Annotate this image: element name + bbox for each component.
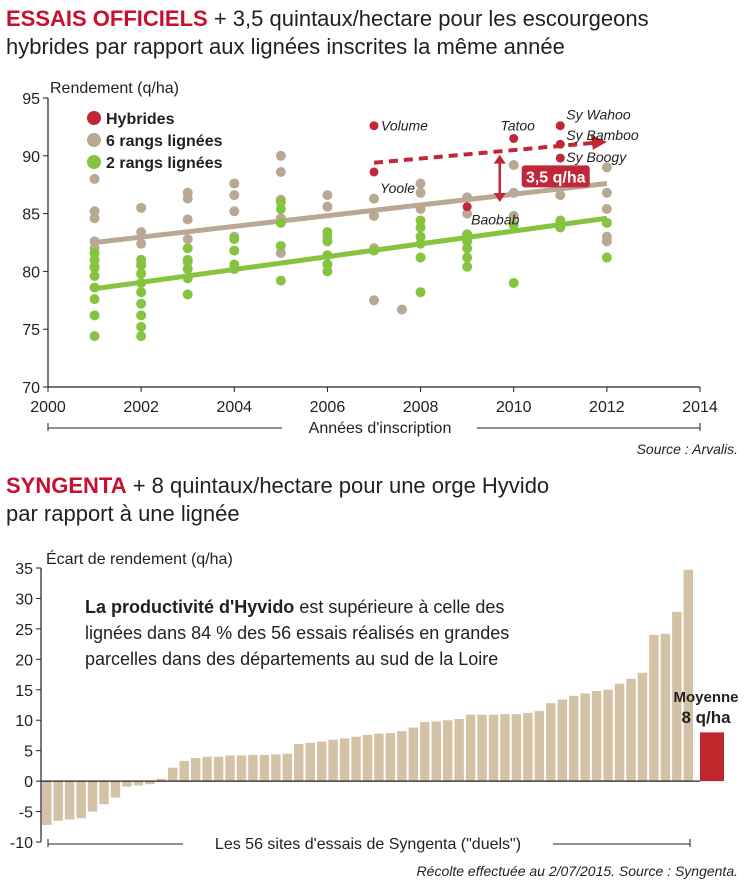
bar [76,781,85,818]
chart2-y-tick-label: 25 [15,621,33,639]
bar [271,754,280,781]
chart1-source: Source : Arvalis. [636,441,738,457]
chart1-x-tick-label: 2014 [682,399,718,416]
chart1-y-tick-label: 90 [22,148,40,166]
chart2-title-brand: SYNGENTA [6,473,127,498]
bar [661,634,670,781]
chart2-y-tick-label: 30 [15,591,33,609]
chart1-x-tick-label: 2006 [309,399,346,416]
chart2-y-tick-label: -5 [18,804,33,822]
hybrid-label: Baobab [471,211,520,228]
bar [466,715,475,781]
bar [386,733,395,781]
bar [53,781,62,821]
chart1-x-tick-label: 2008 [402,399,439,416]
bar [684,570,693,781]
bar [615,684,624,781]
bar [328,740,337,781]
bar [202,757,211,781]
bar [122,781,131,786]
bar [374,734,383,781]
hybrid-label: Yoole [380,179,416,196]
bar [88,781,97,811]
hybrid-label: Sy Boogy [566,149,627,166]
bar [305,743,314,781]
mean-label-line1: Moyenne [673,689,739,706]
legend-6rangs-label: 6 rangs lignées [106,133,223,150]
bar [134,781,143,785]
chart2-note-rest: est supérieure à celle des lignées dans 84 % des 56 essais réalisés en grandes parcelles dans des départements au sud de la Loire [85,597,510,669]
chart1-x-tick-label: 2010 [495,399,532,416]
mean-bar [700,732,724,781]
bar [214,757,223,781]
hybrid-label: Sy Wahoo [566,106,631,123]
chart2-note-bold: La productivité d'Hyvido [85,597,295,617]
bar [454,719,463,781]
chart1-y-tick-label: 75 [22,322,40,340]
bar [42,781,51,825]
chart1-x-axis-label: Années d'inscription [308,420,452,437]
chart2-title-line2: par rapport à une lignée [6,501,240,526]
legend-hybrides-label: Hybrides [106,111,175,128]
bar [523,713,532,781]
bar [248,755,257,781]
bar [432,721,441,781]
bar [535,711,544,781]
bar [443,720,452,781]
bar [489,715,498,781]
bar [500,714,509,781]
bar [191,758,200,781]
chart2-note [85,594,525,672]
chart2-y-tick-label: 20 [15,652,33,670]
mean-label-line2: 8 q/ha [681,708,731,727]
bar [580,693,589,781]
chart1-x-tick-label: 2012 [589,399,625,416]
bar [111,781,120,797]
bar [626,679,635,781]
chart1-title-line2: hybrides par rapport aux lignées inscrites la même année [6,34,565,59]
legend-2rangs-label: 2 rangs lignées [106,155,223,172]
chart2-x-axis-label: Les 56 sites d'essais de Syngenta ("duels") [214,836,522,853]
chart2-y-tick-label: -10 [9,835,33,852]
bar [317,742,326,782]
bar [225,756,234,782]
bar [363,735,372,781]
bar [168,768,177,781]
chart2-source: Récolte effectuée au 2/07/2015. Source : Syngenta. [416,863,738,879]
gap-label: 3,5 q/ha [525,169,586,187]
chart1-x-tick-label: 2004 [216,399,253,416]
chart2-y-axis-label: Écart de rendement (q/ha) [46,551,233,568]
bar [179,761,188,781]
bar [99,781,108,804]
chart1-y-tick-label: 85 [22,206,40,224]
bar [340,738,349,781]
bar [294,744,303,781]
chart1-x-tick-label: 2002 [123,399,159,416]
bar [546,703,555,781]
bar [237,756,246,782]
bar [512,714,521,781]
bar [351,737,360,781]
chart2-y-tick-label: 15 [15,682,33,700]
hybrid-label: Tatoo [500,117,535,134]
chart1-y-tick-label: 95 [22,91,40,108]
chart1-title-brand: ESSAIS OFFICIELS [6,6,208,31]
bar [592,691,601,781]
bar [420,722,429,781]
hybrid-label: Volume [381,117,428,134]
bar [558,700,567,782]
bar [603,690,612,781]
chart1-y-tick-label: 80 [22,264,40,282]
chart1-y-tick-label: 70 [22,380,40,397]
chart2-y-tick-label: 10 [15,713,33,731]
bar [65,781,74,819]
hybrid-label: Sy Bamboo [566,127,639,144]
chart1-title-rest: + 3,5 quintaux/hectare pour les escourgeons [207,6,649,31]
bar [569,696,578,781]
bar [638,673,647,781]
chart2-y-tick-label: 0 [24,774,33,792]
chart1-x-tick-label: 2000 [30,399,66,416]
chart1-y-axis-label: Rendement (q/ha) [50,80,179,97]
chart2-y-tick-label: 5 [24,743,33,761]
bar [409,728,418,782]
chart2-title-rest: + 8 quintaux/hectare pour une orge Hyvido [126,473,550,498]
bar [477,715,486,781]
bar [283,754,292,781]
chart2-y-tick-label: 35 [15,561,33,578]
bar [397,731,406,781]
bar [260,755,269,781]
bar [649,635,658,781]
